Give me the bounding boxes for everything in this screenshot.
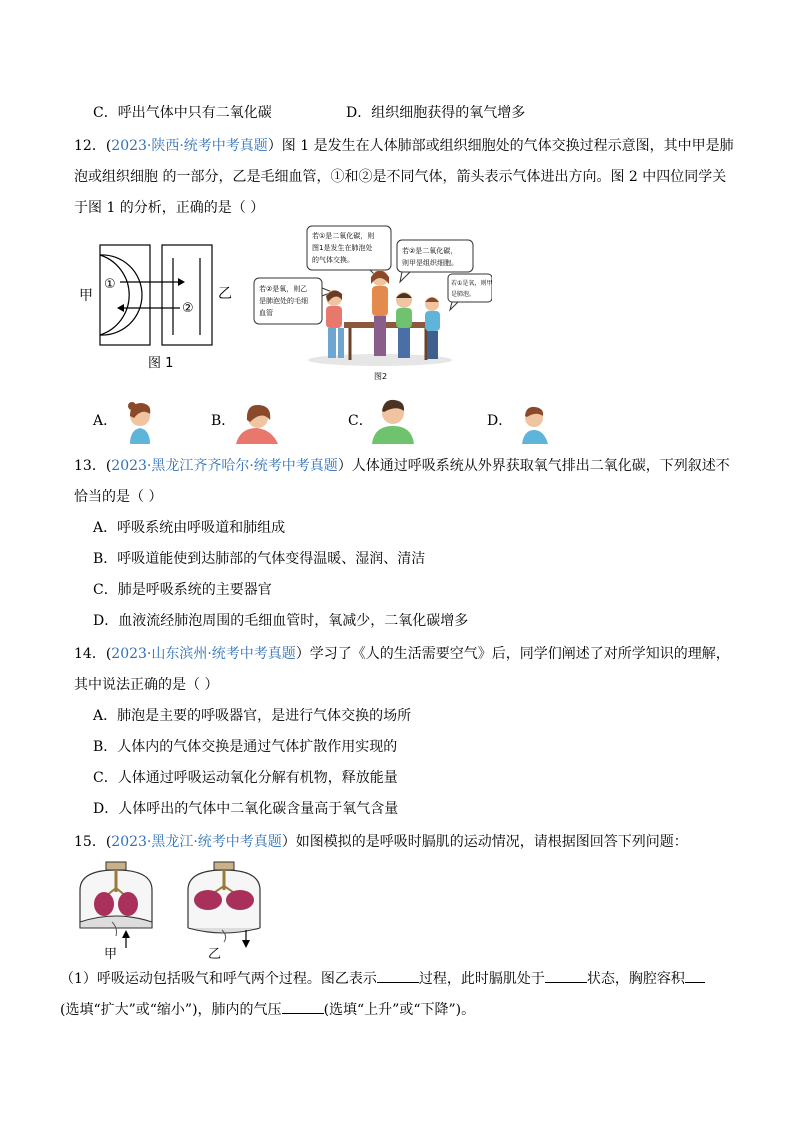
q15-bell-jar-figure bbox=[76, 858, 276, 962]
question-text: ）人体通过呼吸系统从外界获取氧气排出二氧化碳，下列叙述不 bbox=[337, 458, 730, 474]
svg-text:则甲是组织细胞。: 则甲是组织细胞。 bbox=[402, 259, 458, 267]
q14-stem-line2: 其中说法正确的是（ ） bbox=[74, 677, 219, 693]
student-standing bbox=[371, 270, 389, 356]
q12-stem-line1 bbox=[74, 136, 734, 156]
q11-option-d: D．组织细胞获得的氧气增多 bbox=[346, 105, 526, 121]
q15-stem-line1 bbox=[74, 832, 688, 852]
q14-option-b[interactable]: B．人体内的气体交换是通过气体扩散作用实现的 bbox=[93, 739, 398, 755]
question-number: 12．( bbox=[74, 138, 112, 154]
svg-text:图1是发生在肺泡处: 图1是发生在肺泡处 bbox=[312, 244, 373, 252]
bell-jar-yi bbox=[188, 862, 260, 962]
svg-text:若②是二氧化碳，: 若②是二氧化碳， bbox=[402, 247, 458, 255]
question-text: ）如图模拟的是呼吸时膈肌的运动情况，请根据图回答下列问题： bbox=[281, 834, 688, 850]
question-text: ）学习了《人的生活需要空气》后，同学们阐述了对所学知识的理解， bbox=[295, 646, 730, 662]
speech-bubble-far-right bbox=[448, 274, 492, 310]
q13-option-a[interactable]: A．呼吸系统由呼吸道和肺组成 bbox=[93, 520, 286, 536]
question-text: ）图 1 是发生在人体肺部或组织细胞处的气体交换过程示意图，其中甲是肺 bbox=[267, 138, 734, 154]
question-source: 2023·陕西·统考中考真题 bbox=[111, 138, 268, 154]
blank-3[interactable] bbox=[685, 968, 705, 983]
q14-option-c[interactable]: C．人体通过呼吸运动氧化分解有机物，释放能量 bbox=[93, 770, 398, 786]
mark-1: ① bbox=[104, 277, 116, 292]
blank-2[interactable] bbox=[545, 968, 587, 983]
q13-option-b[interactable]: B．呼吸道能使到达肺部的气体变得温暖、湿润、清洁 bbox=[93, 551, 426, 567]
q12-option-c[interactable]: C． bbox=[348, 413, 373, 429]
question-number: 14．( bbox=[74, 646, 112, 662]
q13-option-c[interactable]: C．肺是呼吸系统的主要器官 bbox=[93, 582, 272, 598]
student-boy-center bbox=[396, 292, 412, 358]
mark-2: ② bbox=[182, 301, 194, 316]
svg-text:若①是二氧化碳，则: 若①是二氧化碳，则 bbox=[312, 232, 375, 240]
student-boy-right bbox=[425, 297, 440, 359]
svg-text:是肺泡处的毛细: 是肺泡处的毛细 bbox=[259, 297, 308, 305]
question-number: 15．( bbox=[74, 834, 112, 850]
q13-stem-line1 bbox=[74, 456, 730, 476]
fig1-caption: 图 1 bbox=[148, 356, 174, 371]
q12-option-a[interactable]: A． bbox=[93, 413, 118, 429]
q12-figure-2 bbox=[252, 222, 492, 382]
q12-option-d[interactable]: D． bbox=[487, 413, 513, 429]
student-girl-left bbox=[326, 290, 344, 358]
q12-stem-line2: 泡或组织细胞 的一部分，乙是毛细血管，①和②是不同气体，箭头表示气体进出方向。图 2 中四位同学关 bbox=[74, 169, 727, 185]
svg-text:是肺泡。: 是肺泡。 bbox=[451, 291, 476, 298]
q12-figure-1 bbox=[76, 240, 246, 375]
svg-text:若②是氧，则乙: 若②是氧，则乙 bbox=[259, 285, 308, 293]
question-source: 2023·黑龙江·统考中考真题 bbox=[111, 834, 282, 850]
label-yi: 乙 bbox=[208, 947, 222, 962]
avatar-girl-a-icon bbox=[122, 398, 158, 444]
speech-bubble-left bbox=[254, 278, 332, 324]
question-source: 2023·山东滨州·统考中考真题 bbox=[111, 646, 296, 662]
q15-sub1-line1: （1）呼吸运动包括吸气和呼气两个过程。图乙表示 过程，此时膈肌处于 状态，胸腔容积 bbox=[60, 968, 705, 989]
bell-jar-jia bbox=[80, 862, 152, 962]
question-number: 13．( bbox=[74, 458, 112, 474]
q15-sub1-line2: (选填“扩大”或“缩小”)，肺内的气压 (选填“上升”或“下降”)。 bbox=[60, 999, 475, 1020]
svg-text:若①是氧，则甲: 若①是氧，则甲 bbox=[451, 280, 492, 287]
avatar-girl-b-icon bbox=[232, 400, 282, 444]
fig2-caption: 图2 bbox=[374, 372, 388, 381]
avatar-boy-c-icon bbox=[370, 396, 416, 444]
q14-stem-line1 bbox=[74, 644, 730, 664]
blank-4[interactable] bbox=[282, 999, 324, 1014]
q14-option-a[interactable]: A．肺泡是主要的呼吸器官，是进行气体交换的场所 bbox=[93, 708, 412, 724]
svg-text:血管: 血管 bbox=[259, 309, 273, 317]
q12-option-b[interactable]: B． bbox=[211, 413, 236, 429]
q11-option-c: C．呼出气体中只有二氧化碳 bbox=[93, 105, 272, 121]
label-yi: 乙 bbox=[218, 286, 232, 302]
blank-1[interactable] bbox=[377, 968, 419, 983]
q14-option-d[interactable]: D．人体呼出的气体中二氧化碳含量高于氧气含量 bbox=[93, 801, 399, 817]
svg-text:的气体交换。: 的气体交换。 bbox=[312, 256, 354, 264]
label-jia: 甲 bbox=[79, 288, 93, 304]
label-jia: 甲 bbox=[104, 947, 118, 962]
q13-option-d[interactable]: D．血液流经肺泡周围的毛细血管时，氧减少，二氧化碳增多 bbox=[93, 613, 469, 629]
question-source: 2023·黑龙江齐齐哈尔·统考中考真题 bbox=[111, 458, 338, 474]
avatar-boy-d-icon bbox=[516, 402, 552, 444]
q12-stem-line3: 于图 1 的分析，正确的是（ ） bbox=[74, 200, 265, 216]
q13-stem-line2: 恰当的是（ ） bbox=[74, 489, 163, 505]
